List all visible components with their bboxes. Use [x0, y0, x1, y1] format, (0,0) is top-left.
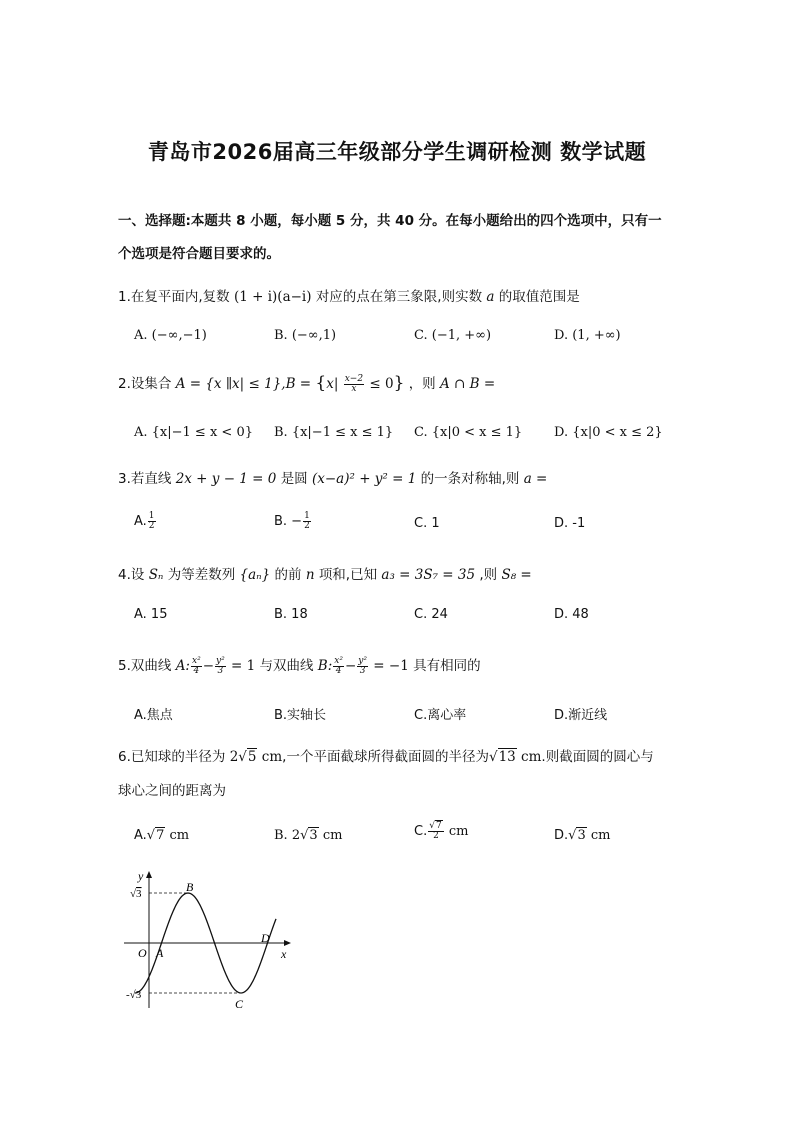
- bottom-tick-label: -√3: [126, 989, 142, 1001]
- question-3-stem: 3.若直线 2x + y − 1 = 0 是圆 (x−a)² + y² = 1 的一条对称轴,则 a =: [118, 471, 548, 487]
- question-5-option-a[interactable]: A.焦点: [134, 708, 173, 723]
- question-6-option-a[interactable]: A.√7 cm: [134, 828, 190, 843]
- question-2-option-d[interactable]: D. {x|0 < x ≤ 2}: [554, 425, 663, 440]
- question-6-option-c[interactable]: C. $\frac{√7}{2}$ cm: [414, 821, 469, 841]
- question-4-option-a[interactable]: A. 15: [134, 607, 168, 622]
- question-4-stem: 4.设 Sₙ 为等差数列 {aₙ} 的前 n 项和,已知 a₃ = 3S₇ = 35 ,则 S₈ =: [118, 567, 532, 583]
- question-3-option-b[interactable]: B. − $\frac{1}{2}$: [274, 511, 310, 531]
- question-6-option-d[interactable]: D.√3 cm: [554, 828, 611, 843]
- point-c-label: C: [235, 997, 244, 1011]
- origin-label: O: [138, 946, 147, 960]
- question-3-option-c[interactable]: C. 1: [414, 516, 440, 531]
- question-4-option-d[interactable]: D. 48: [554, 607, 589, 622]
- question-6-option-b[interactable]: B. 2√3 cm: [274, 828, 343, 843]
- question-1-option-c[interactable]: C. (−1, +∞): [414, 328, 492, 343]
- section-instructions-line2: 个选项是符合题目要求的。: [118, 246, 280, 262]
- section-instructions-line1: 一、选择题:本题共 8 小题，每小题 5 分，共 40 分。在每小题给出的四个选项中，只有一: [118, 213, 662, 229]
- question-5-option-d[interactable]: D.渐近线: [554, 708, 608, 723]
- point-b-label: B: [186, 880, 194, 894]
- question-6-stem-line1: 6.已知球的半径为 2√5 cm,一个平面截球所得截面圆的半径为√13 cm.则截面圆的圆心与: [118, 749, 654, 765]
- question-2-option-b[interactable]: B. {x|−1 ≤ x ≤ 1}: [274, 425, 394, 440]
- question-2-option-c[interactable]: C. {x|0 < x ≤ 1}: [414, 425, 523, 440]
- question-1-option-b[interactable]: B. (−∞,1): [274, 328, 337, 343]
- point-a-label: A: [156, 946, 164, 960]
- set-b-fraction: $\frac{x-2}{x}$: [344, 373, 364, 394]
- x-axis-label: x: [281, 947, 287, 961]
- question-1-stem: 1.在复平面内,复数 (1 + i)(a−i) 对应的点在第三象限,则实数 a 的取值范围是: [118, 289, 580, 305]
- question-5-option-b[interactable]: B.实轴长: [274, 708, 327, 723]
- sine-graph-figure: [118, 862, 308, 1012]
- question-5-option-c[interactable]: C.离心率: [414, 708, 467, 723]
- page-title: 青岛市2026届高三年级部分学生调研检测 数学试题: [147, 140, 647, 164]
- question-3-option-a[interactable]: A. $\frac{1}{2}$: [134, 511, 155, 531]
- question-3-option-d[interactable]: D. -1: [554, 516, 586, 531]
- y-axis-label: y: [138, 869, 144, 883]
- question-2-option-a[interactable]: A. {x|−1 ≤ x < 0}: [134, 425, 253, 440]
- point-d-label: D: [261, 931, 270, 945]
- question-1-option-a[interactable]: A. (−∞,−1): [134, 328, 207, 343]
- question-2-stem: 2.设集合 A = {x ∥x| ≤ 1},B = {x| $\frac{x-2}{x}$ ≤ 0} ，则 A ∩ B =: [118, 373, 496, 394]
- question-4-option-b[interactable]: B. 18: [274, 607, 308, 622]
- question-1-option-d[interactable]: D. (1, +∞): [554, 328, 621, 343]
- top-tick-label: √3: [130, 888, 142, 900]
- question-4-option-c[interactable]: C. 24: [414, 607, 448, 622]
- question-5-stem: 5.双曲线 A: $\frac{\text{x²}}{4}$ − $\frac{\text{y²}}{3}$ = 1 与双曲线 B: $\frac{\text{x²}}{4}$ − $\frac{\text{y²}}{3}$ = −1 具有相同的: [118, 655, 481, 676]
- question-6-stem-line2: 球心之间的距离为: [118, 783, 226, 799]
